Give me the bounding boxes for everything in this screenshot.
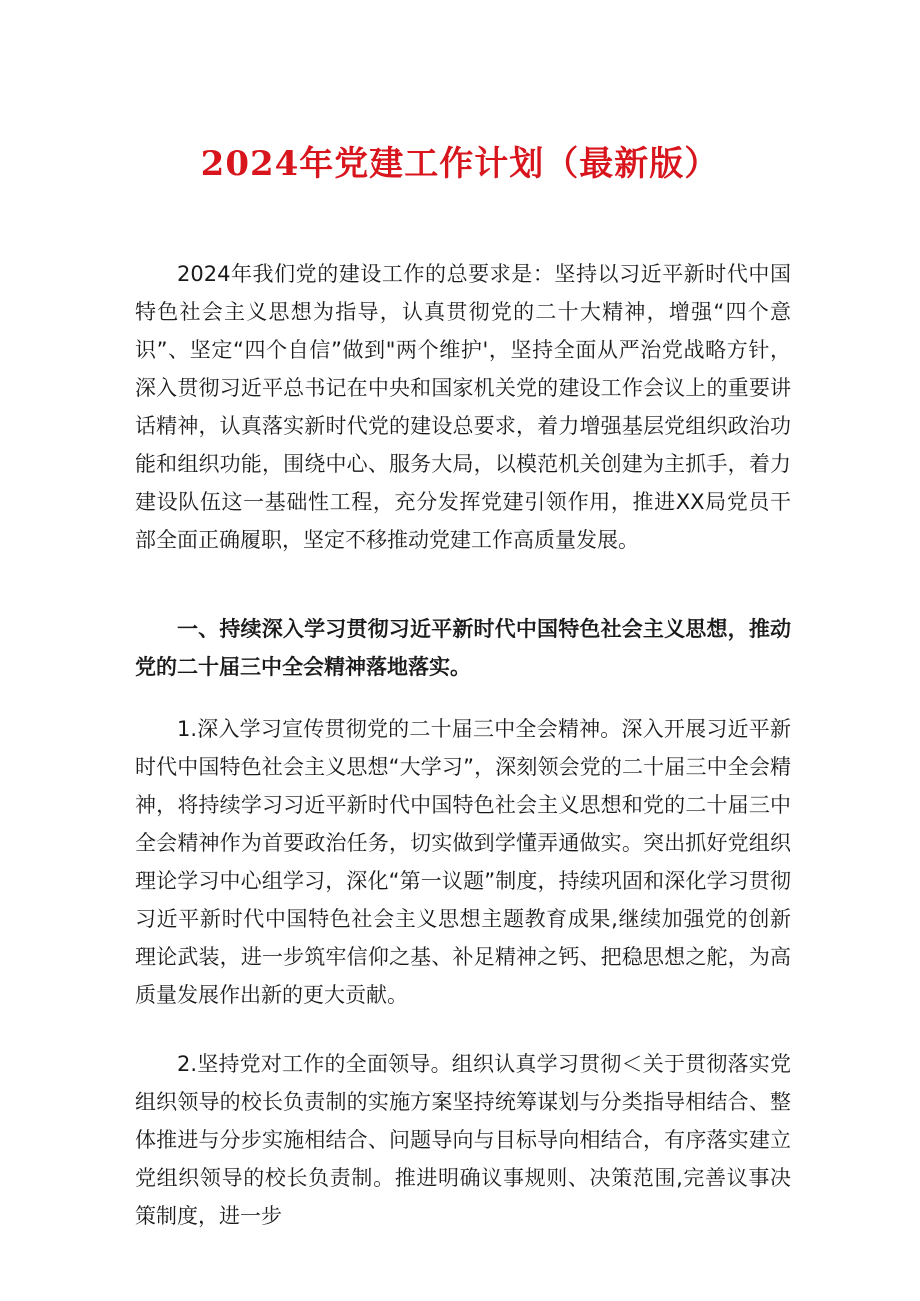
intro-paragraph: 2024年我们党的建设工作的总要求是：坚持以习近平新时代中国特色社会主义思想为指导，认真贯彻党的二十大精神，增强“四个意识”、坚定“四个自信”做到"两个维护'，坚持全面从严治党战略方针，深入贯彻习近平总书记在中央和国家机关党的建设工作会议上的重要讲话精神，认真落实新时代党的建设总要求，着力增强基层党组织政治功能和组织功能，围绕中心、服务大局，以模范机关创建为主抓手，着力建设队伍这一基础性工程，充分发挥党建引领作用，推进XX局党员干部全面正确履职，坚定不移推动党建工作高质量发展。 (135, 262, 791, 552)
section-1-item-2: 2.坚持党对工作的全面领导。组织认真学习贯彻＜关于贯彻落实党组织领导的校长负责制的实施方案坚持统筹谋划与分类指导相结合、整体推进与分步实施相结合、问题导向与目标导向相结合，有序落实建立党组织领导的校长负责制。推进明确议事规则、决策范围,完善议事决策制度，进一步 (135, 1052, 791, 1228)
section-1-item-1: 1.深入学习宣传贯彻党的二十届三中全会精神。深入开展习近平新时代中国特色社会主义思想“大学习”，深刻领会党的二十届三中全会精神，将持续学习习近平新时代中国特色社会主义思想和党的二十届三中全会精神作为首要政治任务，切实做到学懂弄通做实。突出抓好党组织理论学习中心组学习，深化“第一议题”制度，持续巩固和深化学习贯彻习近平新时代中国特色社会主义思想主题教育成果,继续加强党的创新理论武装，进一步筑牢信仰之基、补足精神之钙、把稳思想之舵，为高质量发展作出新的更大贡献。 (135, 717, 791, 1007)
document-title: 2024年党建工作计划（最新版） (200, 144, 720, 184)
section-heading-1: 一、持续深入学习贯彻习近平新时代中国特色社会主义思想，推动党的二十届三中全会精神落地落实。 (135, 617, 791, 679)
